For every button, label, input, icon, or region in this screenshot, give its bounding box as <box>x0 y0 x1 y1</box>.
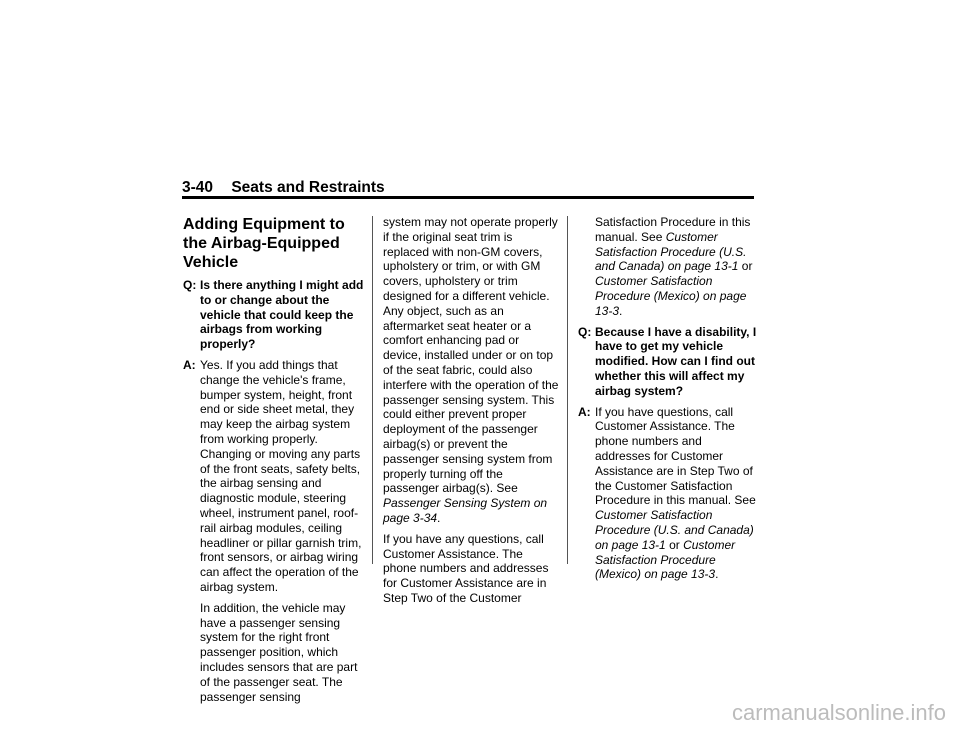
answer-2 <box>578 405 758 583</box>
answer-continuation <box>578 215 758 319</box>
cross-reference: Customer Satisfaction Procedure (U.S. and Canada) on page 13-1 <box>595 508 754 552</box>
question-text: Because I have a disability, I have to get my vehicle modified. How can I find out whether this will affect my airbag system? <box>595 324 757 398</box>
question-label: Q: <box>183 278 197 292</box>
cross-reference: Passenger Sensing System on page 3-34 <box>383 496 548 525</box>
question-label: Q: <box>578 324 592 339</box>
answer-text <box>595 405 758 583</box>
answer-1 <box>183 358 365 595</box>
cross-reference: Customer Satisfaction Procedure (U.S. and Canada) on page 13-1 <box>595 229 747 274</box>
body-text: If you have questions, call Customer Assistance. The phone numbers and addresses for Customer Assistance are in Step Two of the Customer Satisfaction Procedure in this manual. See <box>595 404 756 508</box>
header-rule <box>182 196 754 199</box>
question-1 <box>183 278 365 352</box>
sentence-end: . <box>715 567 719 582</box>
answer-label: A: <box>183 357 196 372</box>
cross-reference: Customer Satisfaction Procedure (Mexico) on page 13-3 <box>595 274 747 318</box>
body-paragraph: If you have any questions, call Customer Assistance. The phone numbers and addresses for Customer Assistance are in Step Two of the Customer <box>383 531 549 605</box>
answer-label: A: <box>578 404 591 419</box>
body-text: Satisfaction Procedure in this manual. See <box>595 215 751 244</box>
article-title: Adding Equipment to the Airbag-Equipped Vehicle <box>183 216 345 271</box>
conjunction: or <box>741 259 753 274</box>
section-title: Seats and Restraints <box>231 179 385 196</box>
column-divider <box>372 216 373 564</box>
conjunction: or <box>669 537 680 552</box>
page-number: 3-40 <box>182 179 214 196</box>
page-header <box>182 179 385 197</box>
question-text: Is there anything I might add to or change about the vehicle that could keep the airbags from working properly? <box>200 278 364 352</box>
cross-reference: Customer Satisfaction Procedure (Mexico) on page 13-3 <box>595 537 736 582</box>
column-2 <box>383 215 559 606</box>
sentence-end: . <box>619 303 623 318</box>
body-text: system may not operate properly if the original seat trim is replaced with non-GM covers, upholstery or trim, or with GM covers, upholstery or trim designed for a different vehicle. Any object, such as an aftermarket seat heater or a comfort enhancing pad or device, installed under or on top of the seat fabric, could also interfere with the operation of the passenger sensing system. This could either prevent proper deployment of the passenger airbag(s) or prevent the passenger sensing system from properly turning off the passenger airbag(s). See <box>383 215 559 496</box>
sentence-end: . <box>437 510 441 525</box>
watermark: carmanualsonline.info <box>731 700 946 725</box>
column-divider <box>567 216 568 564</box>
body-paragraph <box>383 215 559 526</box>
column-1 <box>183 215 365 704</box>
answer-paragraph: In addition, the vehicle may have a passenger sensing system for the right front passenger position, which includes sensors that are part of the passenger seat. The passenger sensing <box>200 600 358 704</box>
answer-text: Yes. If you add things that change the vehicle's frame, bumper system, height, front end or side sheet metal, they may keep the airbag system from working properly. Changing or moving any parts of the front seats, safety belts, the airbag sensing and diagnostic module, steering wheel, instrument panel, roof-rail airbag modules, ceiling headliner or pillar garnish trim, front sensors, or airbag wiring can affect the operation of the airbag system. <box>200 357 362 594</box>
question-2 <box>578 325 758 399</box>
column-3 <box>578 215 758 582</box>
